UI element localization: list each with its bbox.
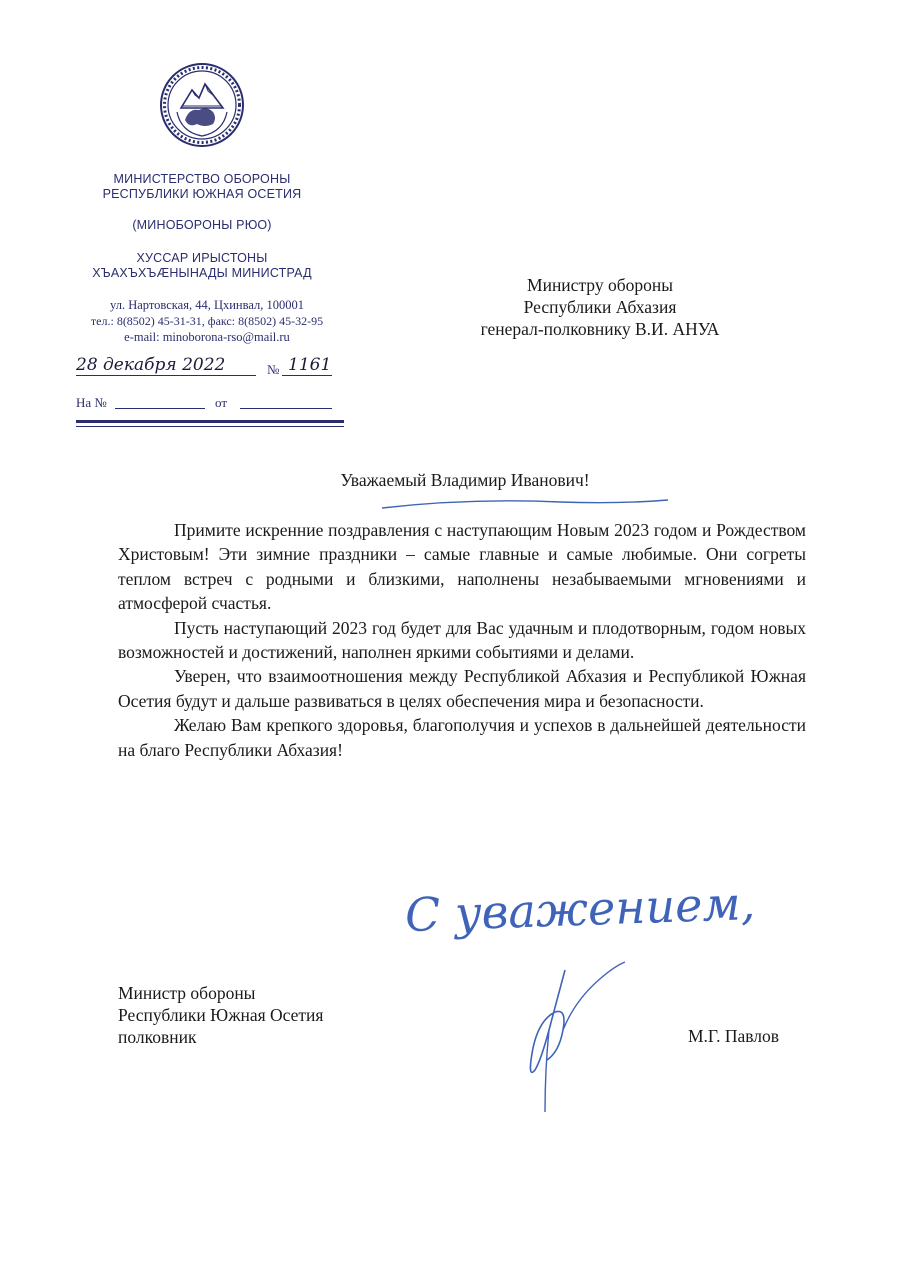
body-paragraph: Пусть наступающий 2023 год будет для Вас удачным и плодотворным, годом новых возможностей и достижений, наполнен яркими событиями и делами. bbox=[118, 617, 806, 663]
signatory-name: М.Г. Павлов bbox=[688, 1026, 780, 1046]
body-paragraph: Уверен, что взаимоотношения между Республикой Абхазия и Республикой Южная Осетия будут и дальше развиваться в целях обеспечения мира и безопасности. bbox=[118, 666, 806, 711]
body-paragraph: Желаю Вам крепкого здоровья, благополучия и успехов в дальнейшей деятельности на благо Республики Абхазия! bbox=[118, 715, 806, 760]
coat-of-arms-emblem bbox=[159, 62, 245, 148]
letterhead-rule-thin bbox=[76, 426, 344, 427]
org-name-line1: МИНИСТЕРСТВО ОБОРОНЫ bbox=[113, 172, 291, 186]
handwritten-closing: С уважением, bbox=[404, 875, 756, 943]
org-abbreviation: (МИНОБОРОНЫ РЮО) bbox=[132, 218, 272, 232]
number-label: № bbox=[267, 362, 280, 377]
reference-from-label: от bbox=[215, 395, 228, 410]
org-address: ул. Нартовская, 44, Цхинвал, 100001 bbox=[110, 298, 304, 312]
body-paragraph: Примите искренние поздравления с наступающим Новым 2023 годом и Рождеством Христовым! Эти зимние праздники – самые главные и самые любимые. Они согреты теплом встреч с родными и близкими, наполнены незабываемыми мгновениями и атмосферой счастья. bbox=[118, 520, 806, 614]
signatory-rank: полковник bbox=[118, 1027, 197, 1047]
org-name-line2: РЕСПУБЛИКИ ЮЖНАЯ ОСЕТИЯ bbox=[102, 187, 302, 201]
org-name-ossetian-line1: ХУССАР ИРЫСТОНЫ bbox=[136, 251, 268, 265]
reference-label: На № bbox=[76, 395, 107, 410]
org-email: e-mail: minoborona-rso@mail.ru bbox=[124, 330, 290, 344]
handwritten-signature bbox=[505, 960, 635, 1120]
letter-body bbox=[118, 518, 806, 762]
org-name-ossetian-line2: ХЪАХЪХЪӔНЫНАДЫ МИНИСТРАД bbox=[92, 266, 312, 280]
number-underline bbox=[282, 375, 332, 376]
signatory-title-block bbox=[118, 982, 323, 1048]
reference-date-line bbox=[240, 408, 332, 409]
reference-number-line bbox=[115, 408, 205, 409]
recipient-line2: Республики Абхазия bbox=[523, 297, 677, 317]
letterhead-rule-thick bbox=[76, 420, 344, 423]
recipient-line1: Министру обороны bbox=[527, 275, 673, 295]
recipient-line3: генерал-полковнику В.И. АНУА bbox=[480, 319, 720, 339]
org-phones: тел.: 8(8502) 45-31-31, факс: 8(8502) 45-32-95 bbox=[90, 314, 324, 328]
handwritten-date: 28 декабря 2022 bbox=[76, 355, 226, 375]
signatory-title-line1: Министр обороны bbox=[118, 983, 256, 1003]
handwritten-number: 1161 bbox=[288, 355, 332, 375]
date-underline bbox=[76, 375, 256, 376]
recipient-block bbox=[430, 274, 770, 340]
signatory-title-line2: Республики Южная Осетия bbox=[118, 1005, 324, 1025]
salutation: Уважаемый Владимир Иванович! bbox=[340, 470, 590, 490]
salutation-pen-stroke bbox=[380, 494, 670, 514]
